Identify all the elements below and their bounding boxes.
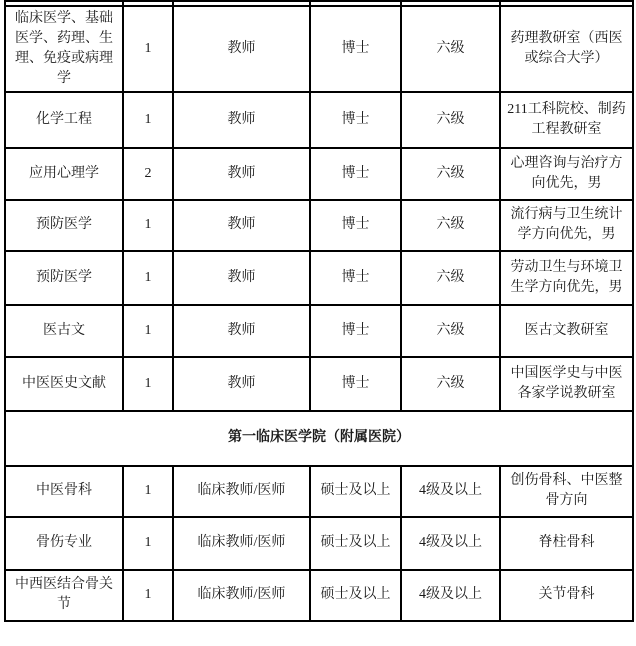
cell-count: 1: [123, 305, 173, 357]
table-row: [5, 570, 633, 621]
cell-position: 临床教师/医师: [173, 570, 310, 621]
cell-remark: 创伤骨科、中医整骨方向: [500, 466, 633, 517]
cell-degree: 博士: [310, 92, 401, 148]
cell-remark: 中国医学史与中医各家学说教研室: [500, 357, 633, 411]
cell-count: 1: [123, 517, 173, 570]
cell-position: 教师: [173, 92, 310, 148]
cell-major: 应用心理学: [5, 148, 123, 200]
cell-major: 预防医学: [5, 200, 123, 251]
section-header: 第一临床医学院（附属医院）: [5, 411, 633, 466]
table-row: [5, 92, 633, 148]
cell-remark: 211工科院校、制药工程教研室: [500, 92, 633, 148]
cell-position: 临床教师/医师: [173, 466, 310, 517]
cell-degree: 硕士及以上: [310, 517, 401, 570]
table-row: [5, 357, 633, 411]
cell-english: 六级: [401, 251, 500, 305]
cell-degree: 博士: [310, 305, 401, 357]
table-row: [5, 305, 633, 357]
cell-count: 1: [123, 570, 173, 621]
cell-english: 六级: [401, 305, 500, 357]
cell-count: 1: [123, 92, 173, 148]
cell-position: 教师: [173, 6, 310, 92]
cell-remark: 药理教研室（西医或综合大学）: [500, 6, 633, 92]
cell-major: 中医骨科: [5, 466, 123, 517]
cell-remark: 医古文教研室: [500, 305, 633, 357]
cell-english: 4级及以上: [401, 517, 500, 570]
cell-count: 2: [123, 148, 173, 200]
cell-degree: 博士: [310, 6, 401, 92]
table-row: [5, 251, 633, 305]
cell-position: 教师: [173, 357, 310, 411]
cell-english: 六级: [401, 148, 500, 200]
cell-position: 教师: [173, 200, 310, 251]
section-header-row: [5, 411, 633, 466]
cell-major: 预防医学: [5, 251, 123, 305]
cell-major: 中西医结合骨关节: [5, 570, 123, 621]
table-row: [5, 6, 633, 92]
cell-major: 化学工程: [5, 92, 123, 148]
cell-count: 1: [123, 200, 173, 251]
table-row: [5, 517, 633, 570]
cell-degree: 博士: [310, 148, 401, 200]
cell-english: 六级: [401, 6, 500, 92]
cell-remark: 关节骨科: [500, 570, 633, 621]
cell-count: 1: [123, 251, 173, 305]
table-row: [5, 148, 633, 200]
cell-degree: 博士: [310, 251, 401, 305]
cell-remark: 劳动卫生与环境卫生学方向优先，男: [500, 251, 633, 305]
cell-major: 医古文: [5, 305, 123, 357]
recruitment-table: [4, 0, 634, 622]
cell-remark: 脊柱骨科: [500, 517, 633, 570]
cell-position: 临床教师/医师: [173, 517, 310, 570]
cell-major: 骨伤专业: [5, 517, 123, 570]
cell-degree: 博士: [310, 200, 401, 251]
cell-english: 4级及以上: [401, 466, 500, 517]
cell-position: 教师: [173, 148, 310, 200]
cell-english: 4级及以上: [401, 570, 500, 621]
cell-count: 1: [123, 6, 173, 92]
cell-english: 六级: [401, 200, 500, 251]
cell-major: 中医医史文献: [5, 357, 123, 411]
cell-degree: 博士: [310, 357, 401, 411]
cell-major: 临床医学、基础医学、药理、生理、免疫或病理学: [5, 6, 123, 92]
cell-position: 教师: [173, 251, 310, 305]
cell-degree: 硕士及以上: [310, 466, 401, 517]
cell-count: 1: [123, 357, 173, 411]
cell-remark: 心理咨询与治疗方向优先，男: [500, 148, 633, 200]
cell-position: 教师: [173, 305, 310, 357]
cell-english: 六级: [401, 92, 500, 148]
cell-degree: 硕士及以上: [310, 570, 401, 621]
table-row: [5, 200, 633, 251]
cell-english: 六级: [401, 357, 500, 411]
table-row: [5, 466, 633, 517]
cell-remark: 流行病与卫生统计学方向优先，男: [500, 200, 633, 251]
cell-count: 1: [123, 466, 173, 517]
